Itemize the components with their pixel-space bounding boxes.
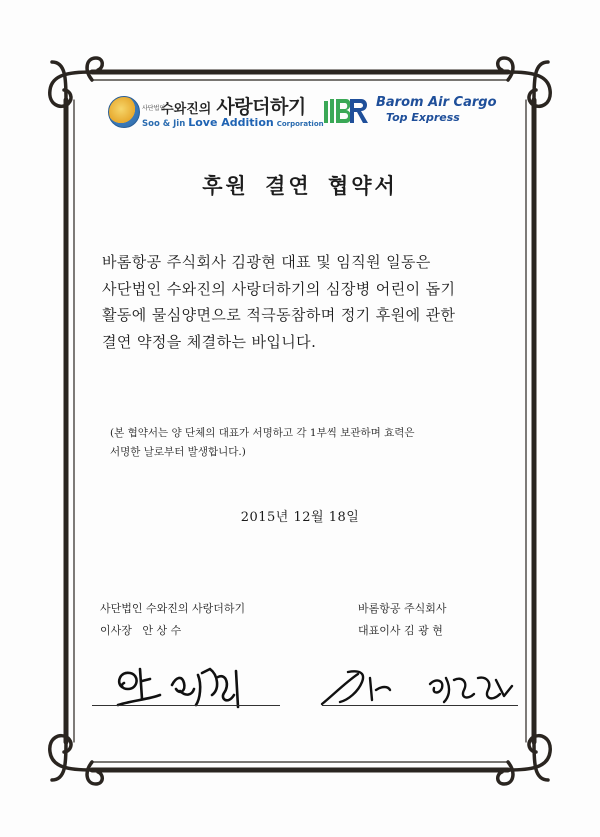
agreement-note [110,424,510,462]
note-line: 서명한 날로부터 발생합니다.) [110,446,246,458]
logo-main-name: 사랑더하기 [216,96,306,118]
signature-line-right [322,705,518,706]
br-mark-icon [324,97,372,125]
party-left [100,598,245,642]
document-title: 후원 결연 협약서 [202,173,398,198]
barom-tagline: Top Express [386,111,460,124]
barom-company-name: Barom Air Cargo [376,95,497,110]
body-line: 바롬항공 주식회사 김광현 대표 및 임직원 일동은 [102,253,431,271]
logo-english-suffix: Corporation [276,120,324,128]
soojin-love-addition-logo [108,92,324,138]
logo-org-name: 수와진의 [161,102,212,117]
barom-air-cargo-logo [324,95,524,135]
body-line: 활동에 물심양면으로 적극동참하며 정기 후원에 관한 [102,306,456,324]
signature-line-left [92,705,280,706]
party-right [358,598,447,642]
logo-left-english [142,116,324,129]
party-left-org: 사단법인 수와진의 사랑더하기 [100,602,246,615]
logo-english-main: Love Addition [188,116,274,129]
signature-right [318,660,518,710]
body-line: 사단법인 수와진의 사랑더하기의 심장병 어린이 돕기 [102,279,456,298]
party-right-org: 바롬항공 주식회사 [358,602,447,615]
organization-seal-icon [108,96,140,128]
note-line: (본 협약서는 양 단체의 대표가 서명하고 각 1부씩 보관하며 효력은 [110,427,415,439]
logo-english-prefix: Soo & Jin [142,119,186,129]
party-left-representative: 이사장 안 상 수 [100,624,182,637]
agreement-date: 2015년 12월 18일 [240,510,360,525]
logo-left-korean [142,92,306,119]
party-right-representative: 대표이사 김 광 현 [358,624,443,637]
agreement-body [102,249,502,355]
logo-small-label: 사단법인 [142,105,166,112]
body-line: 결연 약정을 체결하는 바입니다. [102,332,317,351]
signature-left [110,655,260,715]
